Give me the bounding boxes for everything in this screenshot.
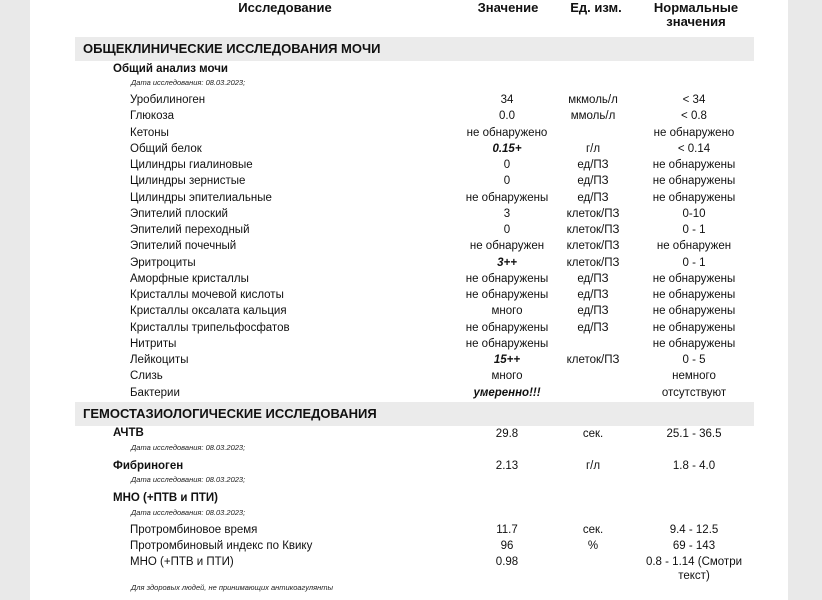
result-name: Кетоны [130, 126, 169, 139]
result-unit: ед/ПЗ [577, 321, 609, 334]
aptt-unit: сек. [582, 428, 604, 440]
result-norm: не обнаружены [652, 272, 736, 285]
result-value: не обнаружены [465, 289, 549, 301]
result-name: Уробилиноген [130, 94, 206, 106]
result-norm: не обнаружен [656, 240, 732, 253]
inr-value: 0.98 [495, 556, 519, 568]
result-name: Слизь [130, 370, 163, 383]
pt-unit: сек. [582, 524, 604, 536]
result-unit: ед/ПЗ [577, 289, 609, 301]
result-value: 3++ [497, 256, 517, 269]
result-unit: клеток/ПЗ [566, 354, 620, 366]
result-value: 0 [503, 159, 511, 171]
pt-value: 11.7 [496, 524, 518, 536]
result-name: Кристаллы оксалата кальция [130, 305, 287, 318]
result-unit: ед/ПЗ [577, 175, 609, 188]
quick-index-norm: 69 - 143 [672, 540, 716, 552]
result-name: Глюкоза [130, 110, 175, 123]
result-norm: 0 - 1 [682, 224, 706, 236]
result-name: Эпителий переходный [130, 224, 250, 236]
result-unit: ед/ПЗ [577, 305, 609, 318]
aptt-name: АЧТВ [113, 427, 144, 439]
result-unit: ед/ПЗ [577, 272, 609, 285]
test-date: Дата исследования: 08.03.2023; [131, 443, 246, 452]
inr-norm-line2: текст) [678, 570, 710, 582]
inr-norm-line1: 0.8 - 1.14 (Смотри [645, 556, 743, 568]
result-name: Кристаллы мочевой кислоты [130, 289, 284, 301]
result-value: 0.15+ [492, 142, 522, 155]
aptt-value: 29.8 [495, 428, 519, 440]
result-unit: клеток/ПЗ [566, 256, 620, 269]
result-value: 0 [503, 224, 511, 236]
result-norm: немного [672, 370, 716, 383]
group-title-urinalysis: Общий анализ мочи [113, 63, 228, 75]
quick-index-unit: % [587, 540, 599, 552]
inr-name: МНО (+ПТВ и ПТИ) [130, 556, 234, 568]
result-norm: не обнаружены [652, 321, 736, 334]
test-date: Дата исследования: 08.03.2023; [131, 475, 246, 484]
result-name: Эритроциты [130, 256, 196, 269]
quick-index-value: 96 [500, 540, 514, 552]
test-date: Дата исследования: 08.03.2023; [131, 78, 246, 87]
section-title-urine: ОБЩЕКЛИНИЧЕСКИЕ ИССЛЕДОВАНИЯ МОЧИ [83, 41, 381, 56]
inr-group-title: МНО (+ПТВ и ПТИ) [113, 492, 219, 504]
result-value: не обнаружены [465, 337, 549, 350]
result-value: много [491, 370, 523, 383]
result-unit: клеток/ПЗ [566, 207, 620, 220]
result-norm: не обнаружены [652, 289, 736, 301]
fibrinogen-norm: 1.8 - 4.0 [672, 460, 716, 472]
column-header-norm-line2: значения [666, 14, 726, 29]
column-header-unit: Ед. изм. [570, 0, 622, 15]
result-value: не обнаружено [466, 126, 548, 139]
column-header-norm-line1: Нормальные [653, 0, 739, 15]
result-value: 34 [500, 94, 514, 106]
result-norm: отсутствуют [661, 386, 727, 399]
result-value: не обнаружены [465, 321, 549, 334]
result-norm: не обнаружены [652, 337, 736, 350]
result-name: Эпителий почечный [130, 240, 237, 253]
result-unit: клеток/ПЗ [566, 240, 620, 253]
result-value: не обнаружены [465, 272, 549, 285]
result-name: Эпителий плоский [130, 207, 228, 220]
result-norm: не обнаружены [652, 175, 736, 188]
result-value: 0 [503, 175, 511, 188]
test-date: Дата исследования: 08.03.2023; [131, 508, 246, 517]
fibrinogen-value: 2.13 [495, 460, 519, 472]
result-unit: ед/ПЗ [577, 191, 609, 204]
result-norm: < 0.8 [681, 110, 707, 123]
fibrinogen-unit: г/л [585, 460, 601, 472]
result-name: Лейкоциты [130, 354, 189, 366]
result-norm: 0-10 [682, 207, 706, 220]
section-title-hemostasis: ГЕМОСТАЗИОЛОГИЧЕСКИЕ ИССЛЕДОВАНИЯ [83, 406, 377, 421]
result-norm: не обнаружены [652, 191, 736, 204]
result-value: 15++ [493, 354, 521, 366]
column-header-value: Значение [477, 0, 539, 15]
aptt-norm: 25.1 - 36.5 [666, 428, 722, 440]
result-unit: мкмоль/л [568, 94, 618, 106]
result-value: умеренно!!! [473, 386, 541, 399]
result-name: Кристаллы трипельфосфатов [130, 321, 290, 334]
fibrinogen-name: Фибриноген [113, 460, 184, 472]
result-unit: г/л [585, 142, 601, 155]
result-norm: < 34 [682, 94, 706, 106]
pt-name: Протромбиновое время [130, 524, 258, 536]
result-value: не обнаружены [465, 191, 549, 204]
result-name: Нитриты [130, 337, 177, 350]
result-norm: не обнаружены [652, 305, 736, 318]
result-name: Бактерии [130, 386, 180, 399]
result-name: Цилиндры гиалиновые [130, 159, 253, 171]
result-value: 3 [503, 207, 511, 220]
section-header-urine [75, 37, 754, 61]
result-norm: не обнаружено [653, 126, 735, 139]
pt-norm: 9.4 - 12.5 [669, 524, 719, 536]
result-name: Цилиндры зернистые [130, 175, 246, 188]
result-norm: < 0.14 [677, 142, 711, 155]
result-value: много [491, 305, 523, 318]
result-name: Общий белок [130, 142, 202, 155]
column-header-test: Исследование [238, 0, 332, 15]
result-unit: клеток/ПЗ [566, 224, 620, 236]
result-value: не обнаружен [469, 240, 545, 253]
result-unit: ммоль/л [570, 110, 616, 123]
result-name: Аморфные кристаллы [130, 272, 249, 285]
footnote: Для здоровых людей, не принимающих антикоагулянты [131, 583, 334, 592]
quick-index-name: Протромбиновый индекс по Квику [130, 540, 313, 552]
result-value: 0.0 [499, 110, 515, 123]
result-norm: 0 - 1 [682, 256, 706, 269]
result-norm: 0 - 5 [682, 354, 706, 366]
result-norm: не обнаружены [652, 159, 736, 171]
result-unit: ед/ПЗ [577, 159, 609, 171]
result-name: Цилиндры эпителиальные [130, 191, 272, 204]
section-header-hemostasis [75, 402, 754, 426]
